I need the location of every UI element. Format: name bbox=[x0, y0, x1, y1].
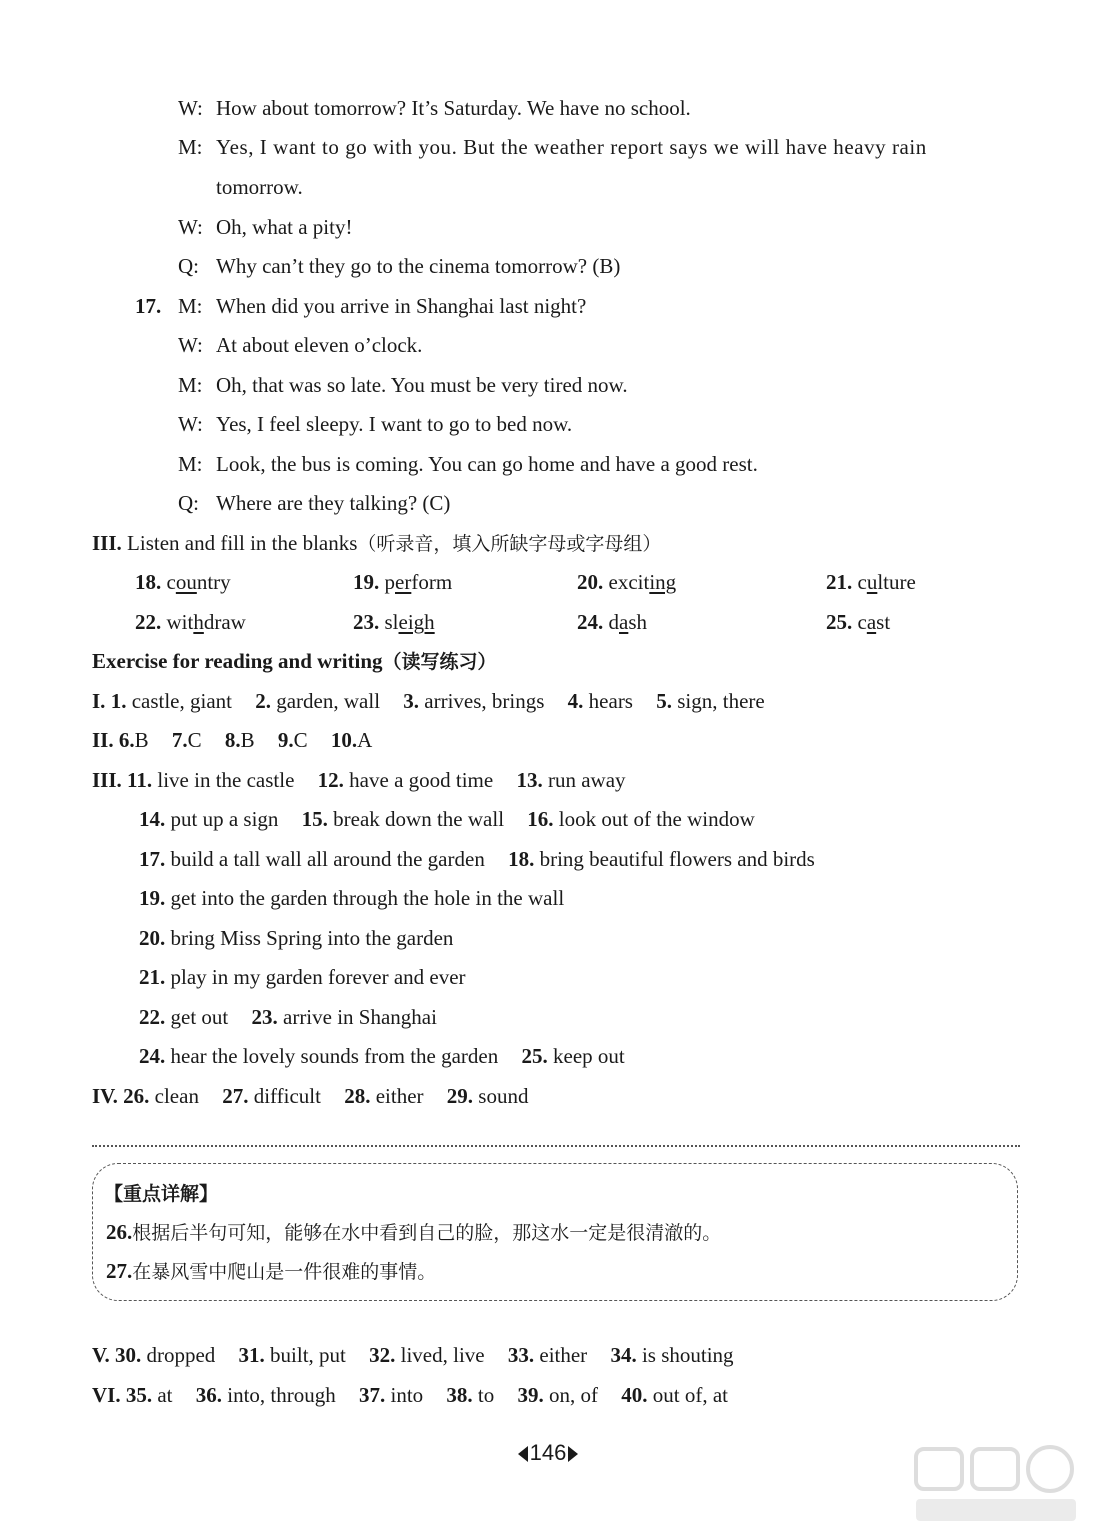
answer-row-iii: III. 11. live in the castle 12. have a good time 13. run away bbox=[92, 768, 626, 792]
dialogue-line: M: Oh, that was so late. You must be very tired now. bbox=[178, 373, 628, 397]
answer-row-iii: 20. bring Miss Spring into the garden bbox=[139, 926, 454, 950]
fill-item: 25. cast bbox=[826, 610, 891, 634]
fill-item: 18. country bbox=[135, 570, 231, 594]
answer-row-ii: II. 6.B 7.C 8.B 9.C 10.A bbox=[92, 728, 373, 752]
fill-item: 21. culture bbox=[826, 570, 916, 594]
answer-row-iv: IV. 26. clean 27. difficult 28. either 29. sound bbox=[92, 1084, 529, 1108]
dotted-divider bbox=[92, 1145, 1020, 1147]
fill-item: 23. sleigh bbox=[353, 610, 435, 634]
note-title: 【重点详解】 bbox=[104, 1183, 219, 1205]
dialogue-line: W: Yes, I feel sleepy. I want to go to bed now. bbox=[178, 412, 573, 436]
dialogue-line: tomorrow. bbox=[216, 175, 303, 199]
answer-row-iii: 22. get out 23. arrive in Shanghai bbox=[139, 1005, 437, 1029]
watermark-logo-icon bbox=[912, 1445, 1082, 1525]
dialogue-line: W: How about tomorrow? It’s Saturday. We have no school. bbox=[178, 96, 691, 120]
answer-row-iii: 24. hear the lovely sounds from the garden 25. keep out bbox=[139, 1044, 625, 1068]
answer-row-vi: VI. 35. at 36. into, through 37. into 38. to 39. on, of 40. out of, at bbox=[92, 1383, 728, 1407]
answer-row-v: V. 30. dropped 31. built, put 32. lived, live 33. either 34. is shouting bbox=[92, 1343, 734, 1367]
triangle-left-icon bbox=[518, 1446, 528, 1462]
fill-item: 20. exciting bbox=[577, 570, 677, 594]
section-heading: III. Listen and fill in the blanks（听录音，填入所缺字母或字母组） bbox=[92, 531, 662, 555]
dialogue-line: Q: Where are they talking? (C) bbox=[178, 491, 451, 515]
answer-row-iii: 17. build a tall wall all around the garden 18. bring beautiful flowers and birds bbox=[139, 847, 815, 871]
answer-row-iii: 21. play in my garden forever and ever bbox=[139, 965, 466, 989]
page-number: 146 bbox=[0, 1440, 1096, 1466]
question-number: 17. bbox=[135, 294, 162, 318]
watermark-logo bbox=[912, 1445, 1082, 1525]
dialogue-line: W: At about eleven o’clock. bbox=[178, 333, 423, 357]
fill-item: 19. perform bbox=[353, 570, 453, 594]
note-line: 27.在暴风雪中爬山是一件很难的事情。 bbox=[106, 1259, 437, 1283]
dialogue-line: Q: Why can’t they go to the cinema tomorrow? (B) bbox=[178, 254, 621, 278]
answer-row-i: I. 1. castle, giant 2. garden, wall 3. arrives, brings 4. hears 5. sign, there bbox=[92, 689, 765, 713]
answer-row-iii: 14. put up a sign 15. break down the wall 16. look out of the window bbox=[139, 807, 755, 831]
answer-row-iii: 19. get into the garden through the hole in the wall bbox=[139, 886, 565, 910]
triangle-right-icon bbox=[568, 1446, 578, 1462]
note-line: 26.根据后半句可知，能够在水中看到自己的脸，那这水一定是很清澈的。 bbox=[106, 1220, 722, 1244]
fill-item: 22. withdraw bbox=[135, 610, 246, 634]
dialogue-line: M: When did you arrive in Shanghai last night? bbox=[178, 294, 587, 318]
dialogue-line: W: Oh, what a pity! bbox=[178, 215, 353, 239]
exercise-heading: Exercise for reading and writing（读写练习） bbox=[92, 649, 497, 673]
dialogue-line: M: Yes, I want to go with you. But the weather report says we will have heavy rain bbox=[178, 135, 927, 159]
dialogue-line: M: Look, the bus is coming. You can go home and have a good rest. bbox=[178, 452, 758, 476]
fill-item: 24. dash bbox=[577, 610, 648, 634]
